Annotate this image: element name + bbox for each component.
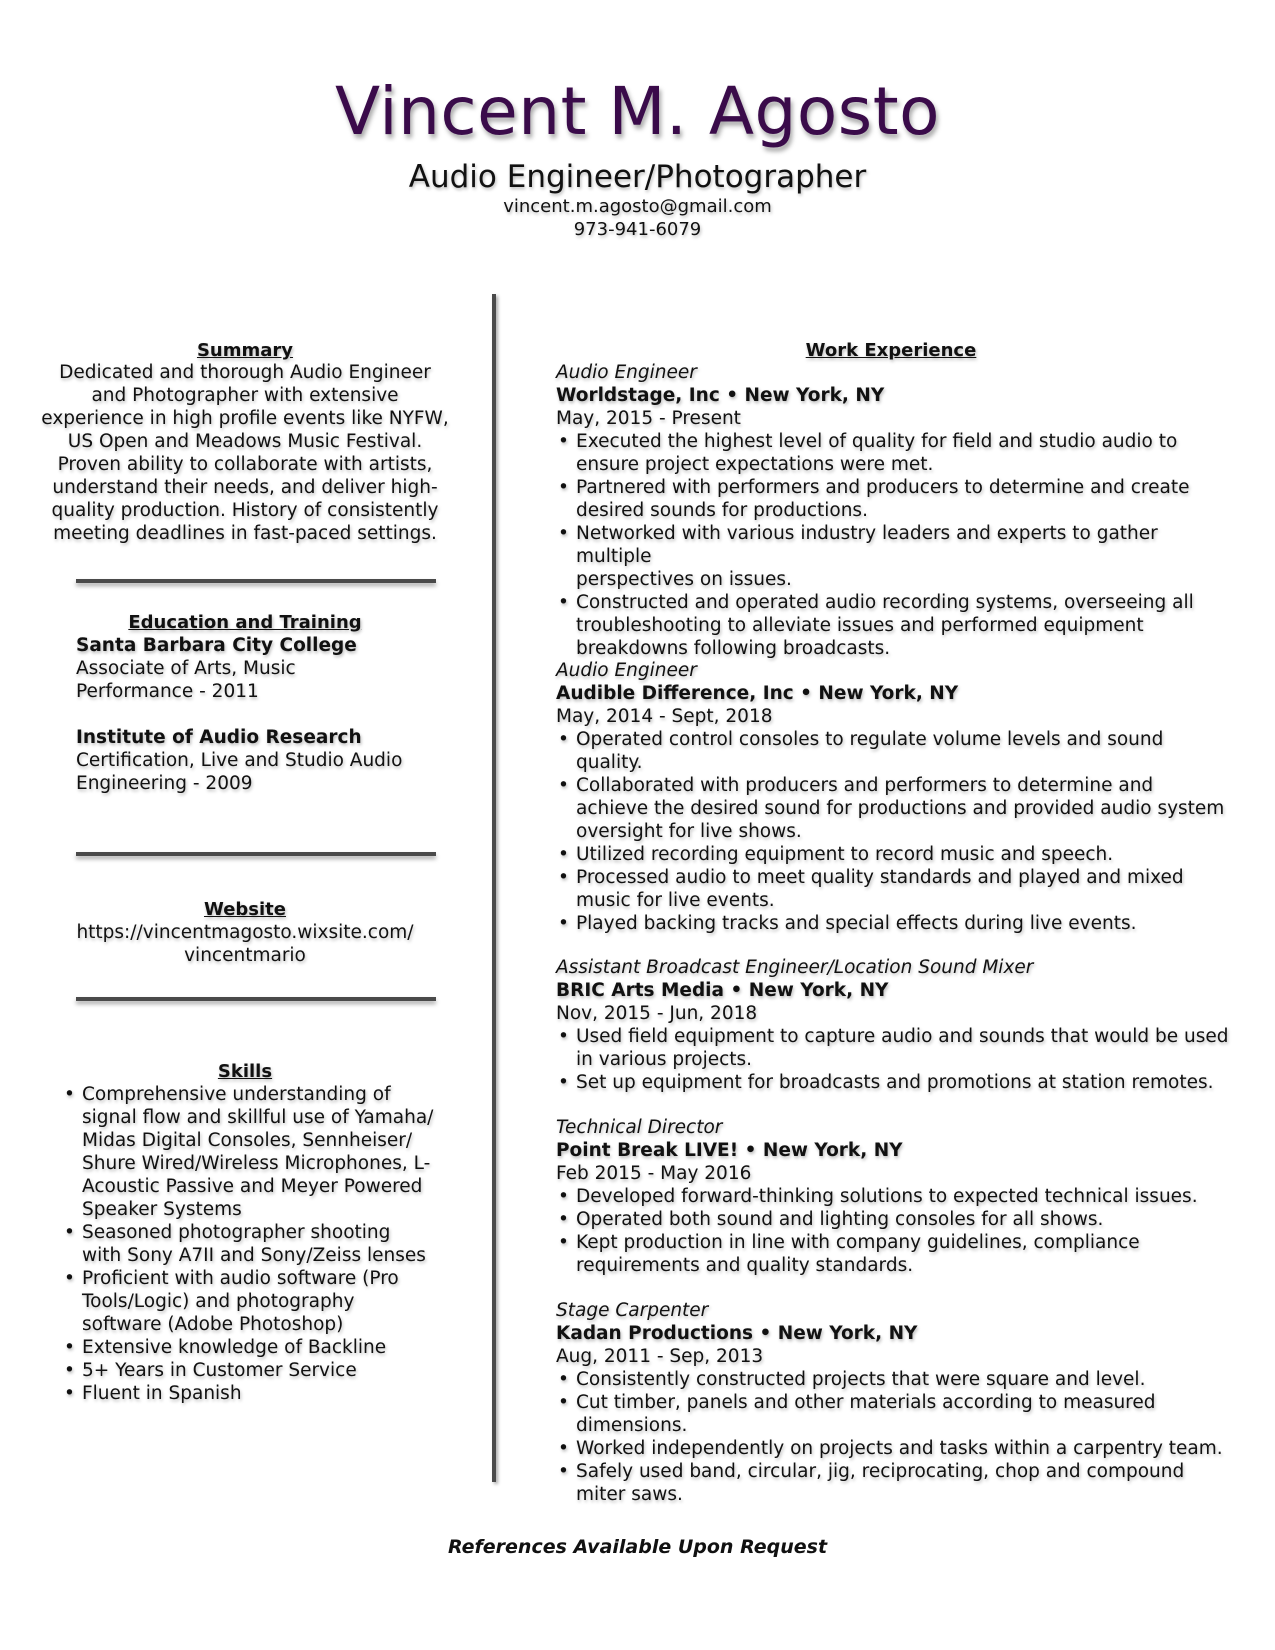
job-bullet: • Partnered with performers and producers to determine and create desired sounds for productions. [556,476,1236,522]
job-dates: Nov, 2015 - Jun, 2018 [556,1003,758,1024]
job-bullet: • Played backing tracks and special effects during live events. [556,912,1236,935]
job-bullet: • Executed the highest level of quality for field and studio audio to ensure project expectations were met. [556,430,1236,476]
job-bullet: • Constructed and operated audio recording systems, overseeing all troubleshooting to alleviate issues and performed equipment breakdowns following broadcasts. [556,591,1236,660]
job-bullet: • Processed audio to meet quality standards and played and mixed music for live events. [556,866,1236,912]
section-divider [76,579,436,583]
column-divider [492,294,496,1482]
job-dates: Feb 2015 - May 2016 [556,1163,752,1184]
job-entry [556,361,1236,660]
job-bullet: • Kept production in line with company guidelines, compliance requirements and quality standards. [556,1231,1236,1277]
job-title: Audio Engineer [556,362,697,383]
job-bullet: • Worked independently on projects and tasks within a carpentry team. [556,1437,1236,1460]
skills-heading: Skills [217,1061,273,1082]
job-title: Stage Carpenter [556,1300,709,1321]
section-divider [76,997,436,1001]
job-company: BRIC Arts Media • New York, NY [556,980,889,1001]
job-entry [556,1116,1236,1277]
job-bullet: • Consistently constructed projects that were square and level. [556,1368,1236,1391]
degree-line: Certification, Live and Studio Audio [76,750,403,771]
website-link[interactable]: https://vincentmagosto.wixsite.com/ [76,922,414,943]
skill-item: • 5+ Years in Customer Service [62,1359,462,1382]
job-title: Technical Director [556,1117,723,1138]
job-bullet: • Set up equipment for broadcasts and promotions at station remotes. [556,1071,1236,1094]
summary-line: meeting deadlines in fast-paced settings. [53,523,437,544]
job-entry [556,956,1236,1094]
school-name: Institute of Audio Research [76,727,362,748]
skill-item: • Proficient with audio software (Pro Tools/Logic) and photography software (Adobe Photoshop) [62,1267,462,1336]
summary-heading: Summary [196,340,294,361]
school-name: Santa Barbara City College [76,635,357,656]
website-link-cont[interactable]: vincentmario [184,945,306,966]
summary-text [40,361,450,545]
job-bullet: • Networked with various industry leaders and experts to gather multiple perspectives on issues. [556,522,1236,591]
job-dates: Aug, 2011 - Sep, 2013 [556,1346,764,1367]
job-entry [556,1299,1236,1506]
summary-line: Proven ability to collaborate with artists, [57,454,433,475]
job-bullet: • Used field equipment to capture audio and sounds that would be used in various projects. [556,1025,1236,1071]
job-bullet: • Collaborated with producers and performers to determine and achieve the desired sound for productions and provided audio system oversight for live shows. [556,774,1236,843]
job-dates: May, 2015 - Present [556,408,741,429]
summary-line: US Open and Meadows Music Festival. [67,431,423,452]
website-heading: Website [203,899,286,920]
education-list [76,634,456,795]
job-dates: May, 2014 - Sept, 2018 [556,706,773,727]
job-entry [556,659,1236,935]
degree-line: Associate of Arts, Music [76,658,296,679]
summary-line: understand their needs, and deliver high- [52,477,438,498]
skills-list [62,1083,462,1405]
job-company: Audible Difference, Inc • New York, NY [556,683,959,704]
education-heading: Education and Training [128,612,362,633]
summary-line: quality production. History of consistently [51,500,439,521]
degree-line: Engineering - 2009 [76,773,253,794]
skill-item: • Extensive knowledge of Backline [62,1336,462,1359]
summary-line: experience in high profile events like NYFW, [41,408,449,429]
job-bullet: • Safely used band, circular, jig, reciprocating, chop and compound miter saws. [556,1460,1236,1506]
summary-line: Dedicated and thorough Audio Engineer [59,362,431,383]
job-bullet: • Utilized recording equipment to record music and speech. [556,843,1236,866]
skill-item: • Fluent in Spanish [62,1382,462,1405]
references-note: References Available Upon Request [447,1536,828,1558]
candidate-role: Audio Engineer/Photographer [408,159,867,195]
job-company: Worldstage, Inc • New York, NY [556,385,885,406]
contact-email: vincent.m.agosto@gmail.com [503,196,772,217]
skill-item: • Comprehensive understanding of signal flow and skillful use of Yamaha/ Midas Digital Consoles, Sennheiser/ Shure Wired/Wireless Microphones, L- Acoustic Passive and Meyer Powered Speaker Systems [62,1083,462,1221]
section-divider [76,852,436,856]
job-bullet: • Cut timber, panels and other materials according to measured dimensions. [556,1391,1236,1437]
summary-line: and Photographer with extensive [91,385,399,406]
job-company: Point Break LIVE! • New York, NY [556,1140,903,1161]
job-bullet: • Developed forward-thinking solutions to expected technical issues. [556,1185,1236,1208]
degree-line: Performance - 2011 [76,681,259,702]
job-bullet: • Operated both sound and lighting consoles for all shows. [556,1208,1236,1231]
candidate-name: Vincent M. Agosto [335,73,940,150]
contact-phone: 973-941-6079 [573,219,702,240]
work-heading: Work Experience [805,340,977,361]
job-title: Assistant Broadcast Engineer/Location Sound Mixer [556,957,1034,978]
job-bullet: • Operated control consoles to regulate volume levels and sound quality. [556,728,1236,774]
skill-item: • Seasoned photographer shooting with Sony A7II and Sony/Zeiss lenses [62,1221,462,1267]
job-company: Kadan Productions • New York, NY [556,1323,918,1344]
job-title: Audio Engineer [556,660,697,681]
website-block [40,921,450,967]
